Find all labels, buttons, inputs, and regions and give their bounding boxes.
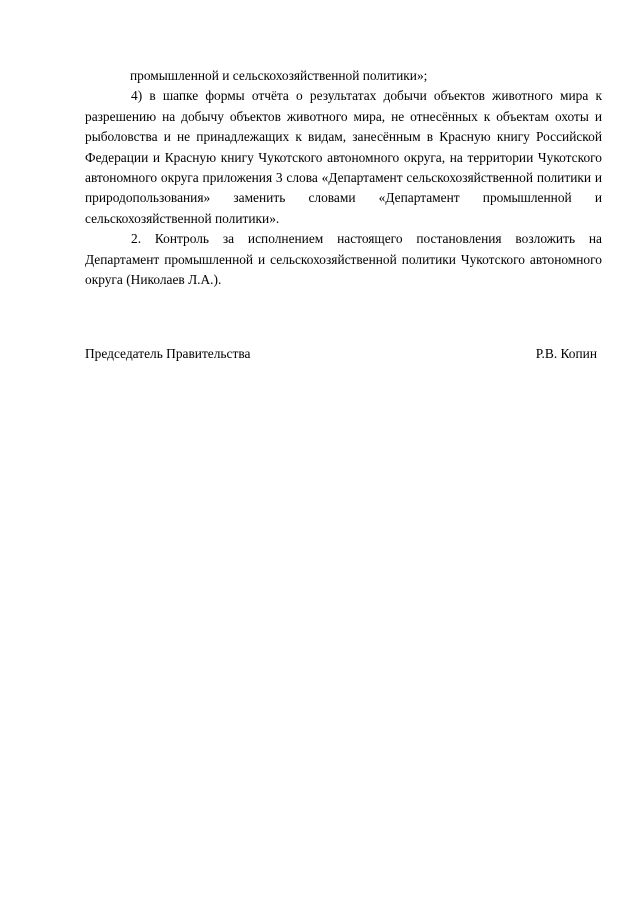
paragraph-continuation: промышленной и сельскохозяйственной политики»;	[130, 68, 428, 83]
paragraph-item-4: 4) в шапке формы отчёта о результатах добычи объектов животного мира к разрешению на добычу объектов животного мира, не отнесённых к объектам охоты и рыболовства и не принадлежащих к видам, занесённым в Красную книгу Российской Федерации и Красную книгу Чукотского автономного округа, на территории Чукотского автономного округа приложения 3 слова «Департамент сельскохозяйственной политики и природопользования» заменить словами «Департамент промышленной и сельскохозяйственной политики».	[85, 88, 602, 226]
signatory-name: Р.В. Копин	[535, 346, 597, 361]
document-body	[85, 66, 602, 290]
signatory-position: Председатель Правительства	[85, 346, 251, 361]
paragraph-item-2: 2. Контроль за исполнением настоящего постановления возложить на Департамент промышленной и сельскохозяйственной политики Чукотского автономного округа (Николаев Л.А.).	[85, 231, 602, 288]
